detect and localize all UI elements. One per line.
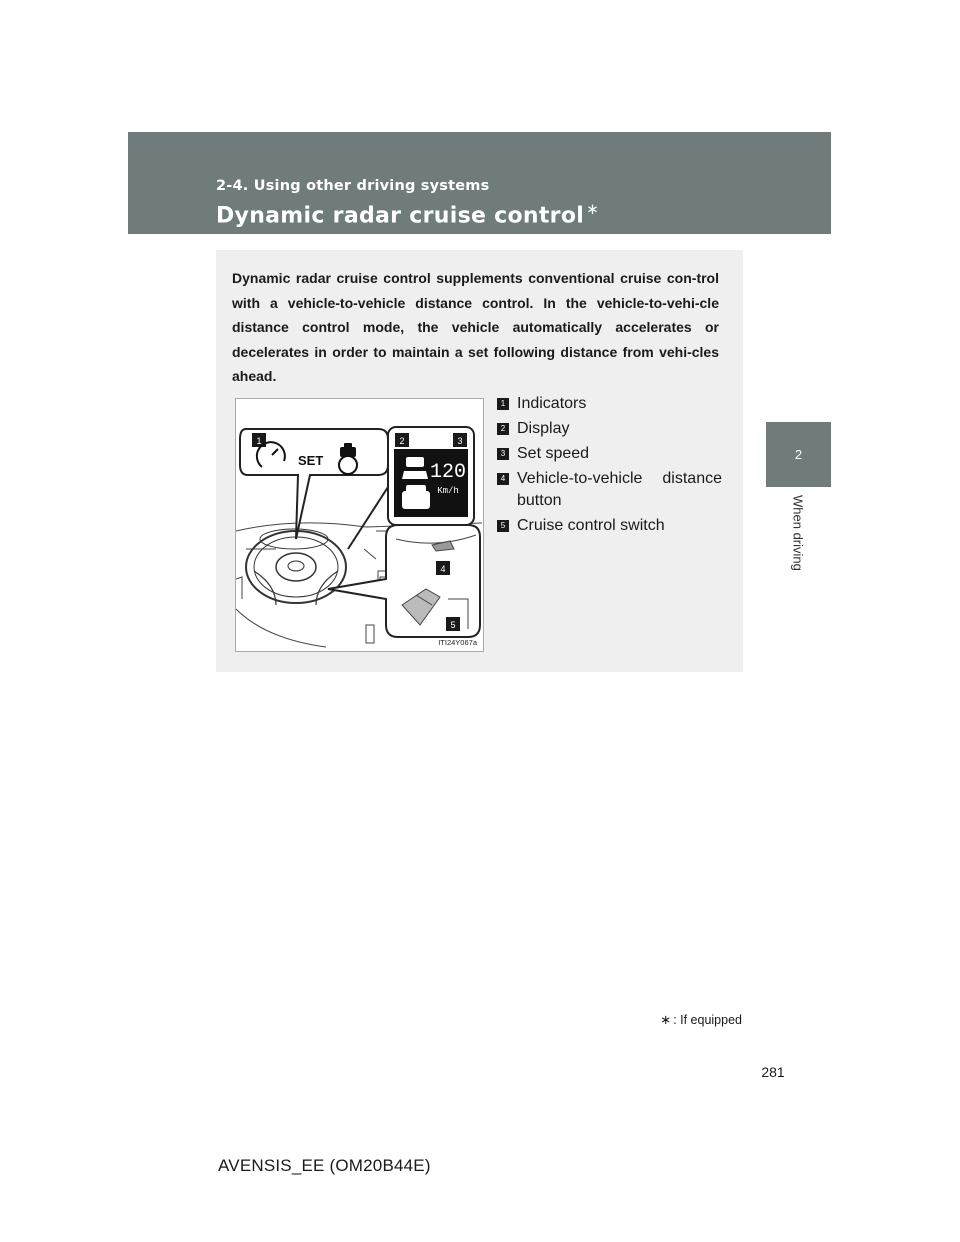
legend-number: 5 bbox=[497, 520, 509, 532]
footnote bbox=[660, 1012, 742, 1028]
intro-paragraph: Dynamic radar cruise control supplements conventional cruise con-trol with a vehicle-to-vehicle distance control. In the vehicle-to-vehi-cle distance control mode, the vehicle automatically accelerates or decelerates in order to maintain a set following distance from vehi-cles ahead. bbox=[232, 270, 719, 384]
legend-number: 1 bbox=[497, 398, 509, 410]
display-speed: 120 bbox=[429, 461, 467, 484]
callout-4: 4 bbox=[440, 564, 446, 574]
cockpit-illustration bbox=[236, 399, 483, 651]
legend-text: Vehicle-to-vehicle distance button bbox=[517, 470, 722, 509]
legend-text: Cruise control switch bbox=[517, 517, 665, 534]
legend-number: 4 bbox=[497, 473, 509, 485]
section-label: 2-4. Using other driving systems bbox=[216, 178, 490, 194]
chapter-tab-number: 2 bbox=[766, 422, 831, 487]
cockpit-figure bbox=[235, 398, 484, 652]
page-title bbox=[216, 200, 599, 228]
steering-wheel bbox=[246, 529, 346, 605]
callout-3: 3 bbox=[457, 436, 463, 446]
callout-5: 5 bbox=[450, 620, 456, 630]
legend-item bbox=[497, 515, 722, 537]
footnote-text: : If equipped bbox=[673, 1013, 742, 1027]
callout-2: 2 bbox=[399, 436, 405, 446]
footnote-mark: ∗ bbox=[660, 1012, 672, 1027]
page-title-text: Dynamic radar cruise control bbox=[216, 203, 585, 229]
legend-item bbox=[497, 393, 722, 415]
document-id: AVENSIS_EE (OM20B44E) bbox=[218, 1156, 431, 1175]
set-indicator-label: SET bbox=[298, 453, 324, 468]
chapter-tab-label: When driving bbox=[790, 495, 806, 571]
display-unit: Km/h bbox=[437, 486, 459, 496]
legend-text: Display bbox=[517, 420, 570, 437]
legend-number: 3 bbox=[497, 448, 509, 460]
chapter-tab bbox=[766, 495, 831, 605]
figure-code: ITI24Y067a bbox=[438, 638, 477, 647]
switch-callout bbox=[328, 525, 480, 637]
legend-item bbox=[497, 443, 722, 465]
legend-text: Set speed bbox=[517, 445, 590, 462]
legend-text: Indicators bbox=[517, 395, 587, 412]
callout-1: 1 bbox=[256, 436, 262, 446]
legend-item bbox=[497, 418, 722, 440]
legend-number: 2 bbox=[497, 423, 509, 435]
page-number: 281 bbox=[761, 1064, 785, 1080]
legend-item bbox=[497, 468, 722, 512]
equipped-mark: ∗ bbox=[586, 200, 599, 218]
legend bbox=[497, 393, 722, 540]
